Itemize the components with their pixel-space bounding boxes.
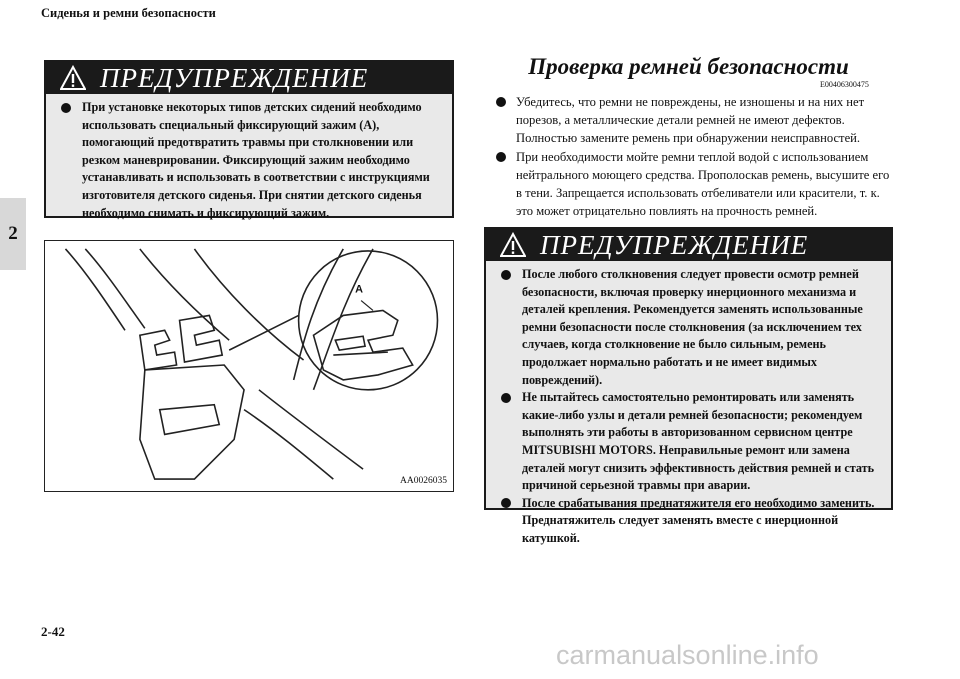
list-item xyxy=(492,148,897,221)
warning-triangle-icon xyxy=(60,65,86,91)
warning-item xyxy=(494,495,883,548)
warning-header xyxy=(46,62,452,94)
running-header: Сиденья и ремни безопасности xyxy=(41,6,216,20)
warning-triangle-icon xyxy=(500,232,526,258)
figure-code: AA0026035 xyxy=(400,476,447,486)
list-item xyxy=(492,93,897,148)
locking-clip-illustration xyxy=(45,241,453,491)
bullet-icon xyxy=(501,270,511,280)
chapter-number: 2 xyxy=(8,223,18,244)
bullet-icon xyxy=(496,152,506,162)
belt-inspection-list xyxy=(492,93,897,220)
list-item-text: Убедитесь, что ремни не повреждены, не изношены и на них нет порезов, а металлические детали ремней не имеют дефектов. Полностью замените ремень при обнаружении неисправностей. xyxy=(516,95,865,146)
bullet-icon xyxy=(501,393,511,403)
section-title: Проверка ремней безопасности xyxy=(528,54,849,79)
figure-locking-clip xyxy=(44,240,454,492)
warning-box-child-seat xyxy=(44,60,454,218)
warning-item xyxy=(494,389,883,495)
warning-title: ПРЕДУПРЕЖДЕНИЕ xyxy=(540,229,809,260)
warning-box-after-collision xyxy=(484,227,893,545)
bullet-icon xyxy=(501,498,511,508)
warning-item xyxy=(494,266,883,389)
warning-item-text: После любого столкновения следует провести осмотр ремней безопасности, включая проверку инерционного механизма и деталей крепления. Рекомендуется заменять использованные ремни безопасности после столкновения (за исключением тех случаев, когда столкновение не было сильным, ремень продолжает нормально работать и не имеет видимых повреждений). xyxy=(522,267,863,387)
figure-label-a: A xyxy=(355,283,364,296)
warning-item-text: Не пытайтесь самостоятельно ремонтировать или заменять какие-либо узлы и детали ремней безопасности; рекомендуем выполнять эти работы в авторизованном сервисном центре MITSUBISHI MOTORS. Неправильные ремонт или замена деталей могут снизить эффективность действия ремней и стать причиной серьезной травмы при аварии. xyxy=(522,390,875,493)
section-code: E00406300475 xyxy=(820,80,869,89)
warning-item-text: После срабатывания преднатяжителя его необходимо заменить. Преднатяжитель следует заменять вместе с инерционной катушкой. xyxy=(522,495,875,545)
warning-title: ПРЕДУПРЕЖДЕНИЕ xyxy=(100,62,369,93)
bullet-icon xyxy=(496,97,506,107)
warning-item-text: При установке некоторых типов детских сидений необходимо использовать специальный фиксирующий зажим (A), помогающий предотвратить травмы при столкновении или резком маневрировании. Фиксирующий зажим необходимо устанавливать и использовать в соответствии с инструкциями изготовителя детского сиденья. При снятии детского сиденья необходимо снимать и фиксирующий зажим. xyxy=(82,100,430,220)
bullet-icon xyxy=(61,103,71,113)
warning-body xyxy=(46,94,452,228)
warning-body xyxy=(486,261,891,554)
page-number: 2-42 xyxy=(41,624,65,639)
warning-item xyxy=(54,99,444,222)
warning-header xyxy=(486,229,891,261)
watermark: carmanualsonline.info xyxy=(556,640,819,670)
list-item-text: При необходимости мойте ремни теплой водой с использованием нейтрального моющего средства. Прополоскав ремень, высушите его в тени. Запрещается использовать отбеливатели или красители, т. к. это может отрицательно повлиять на прочность ремней. xyxy=(516,149,890,219)
chapter-tab xyxy=(0,198,26,270)
